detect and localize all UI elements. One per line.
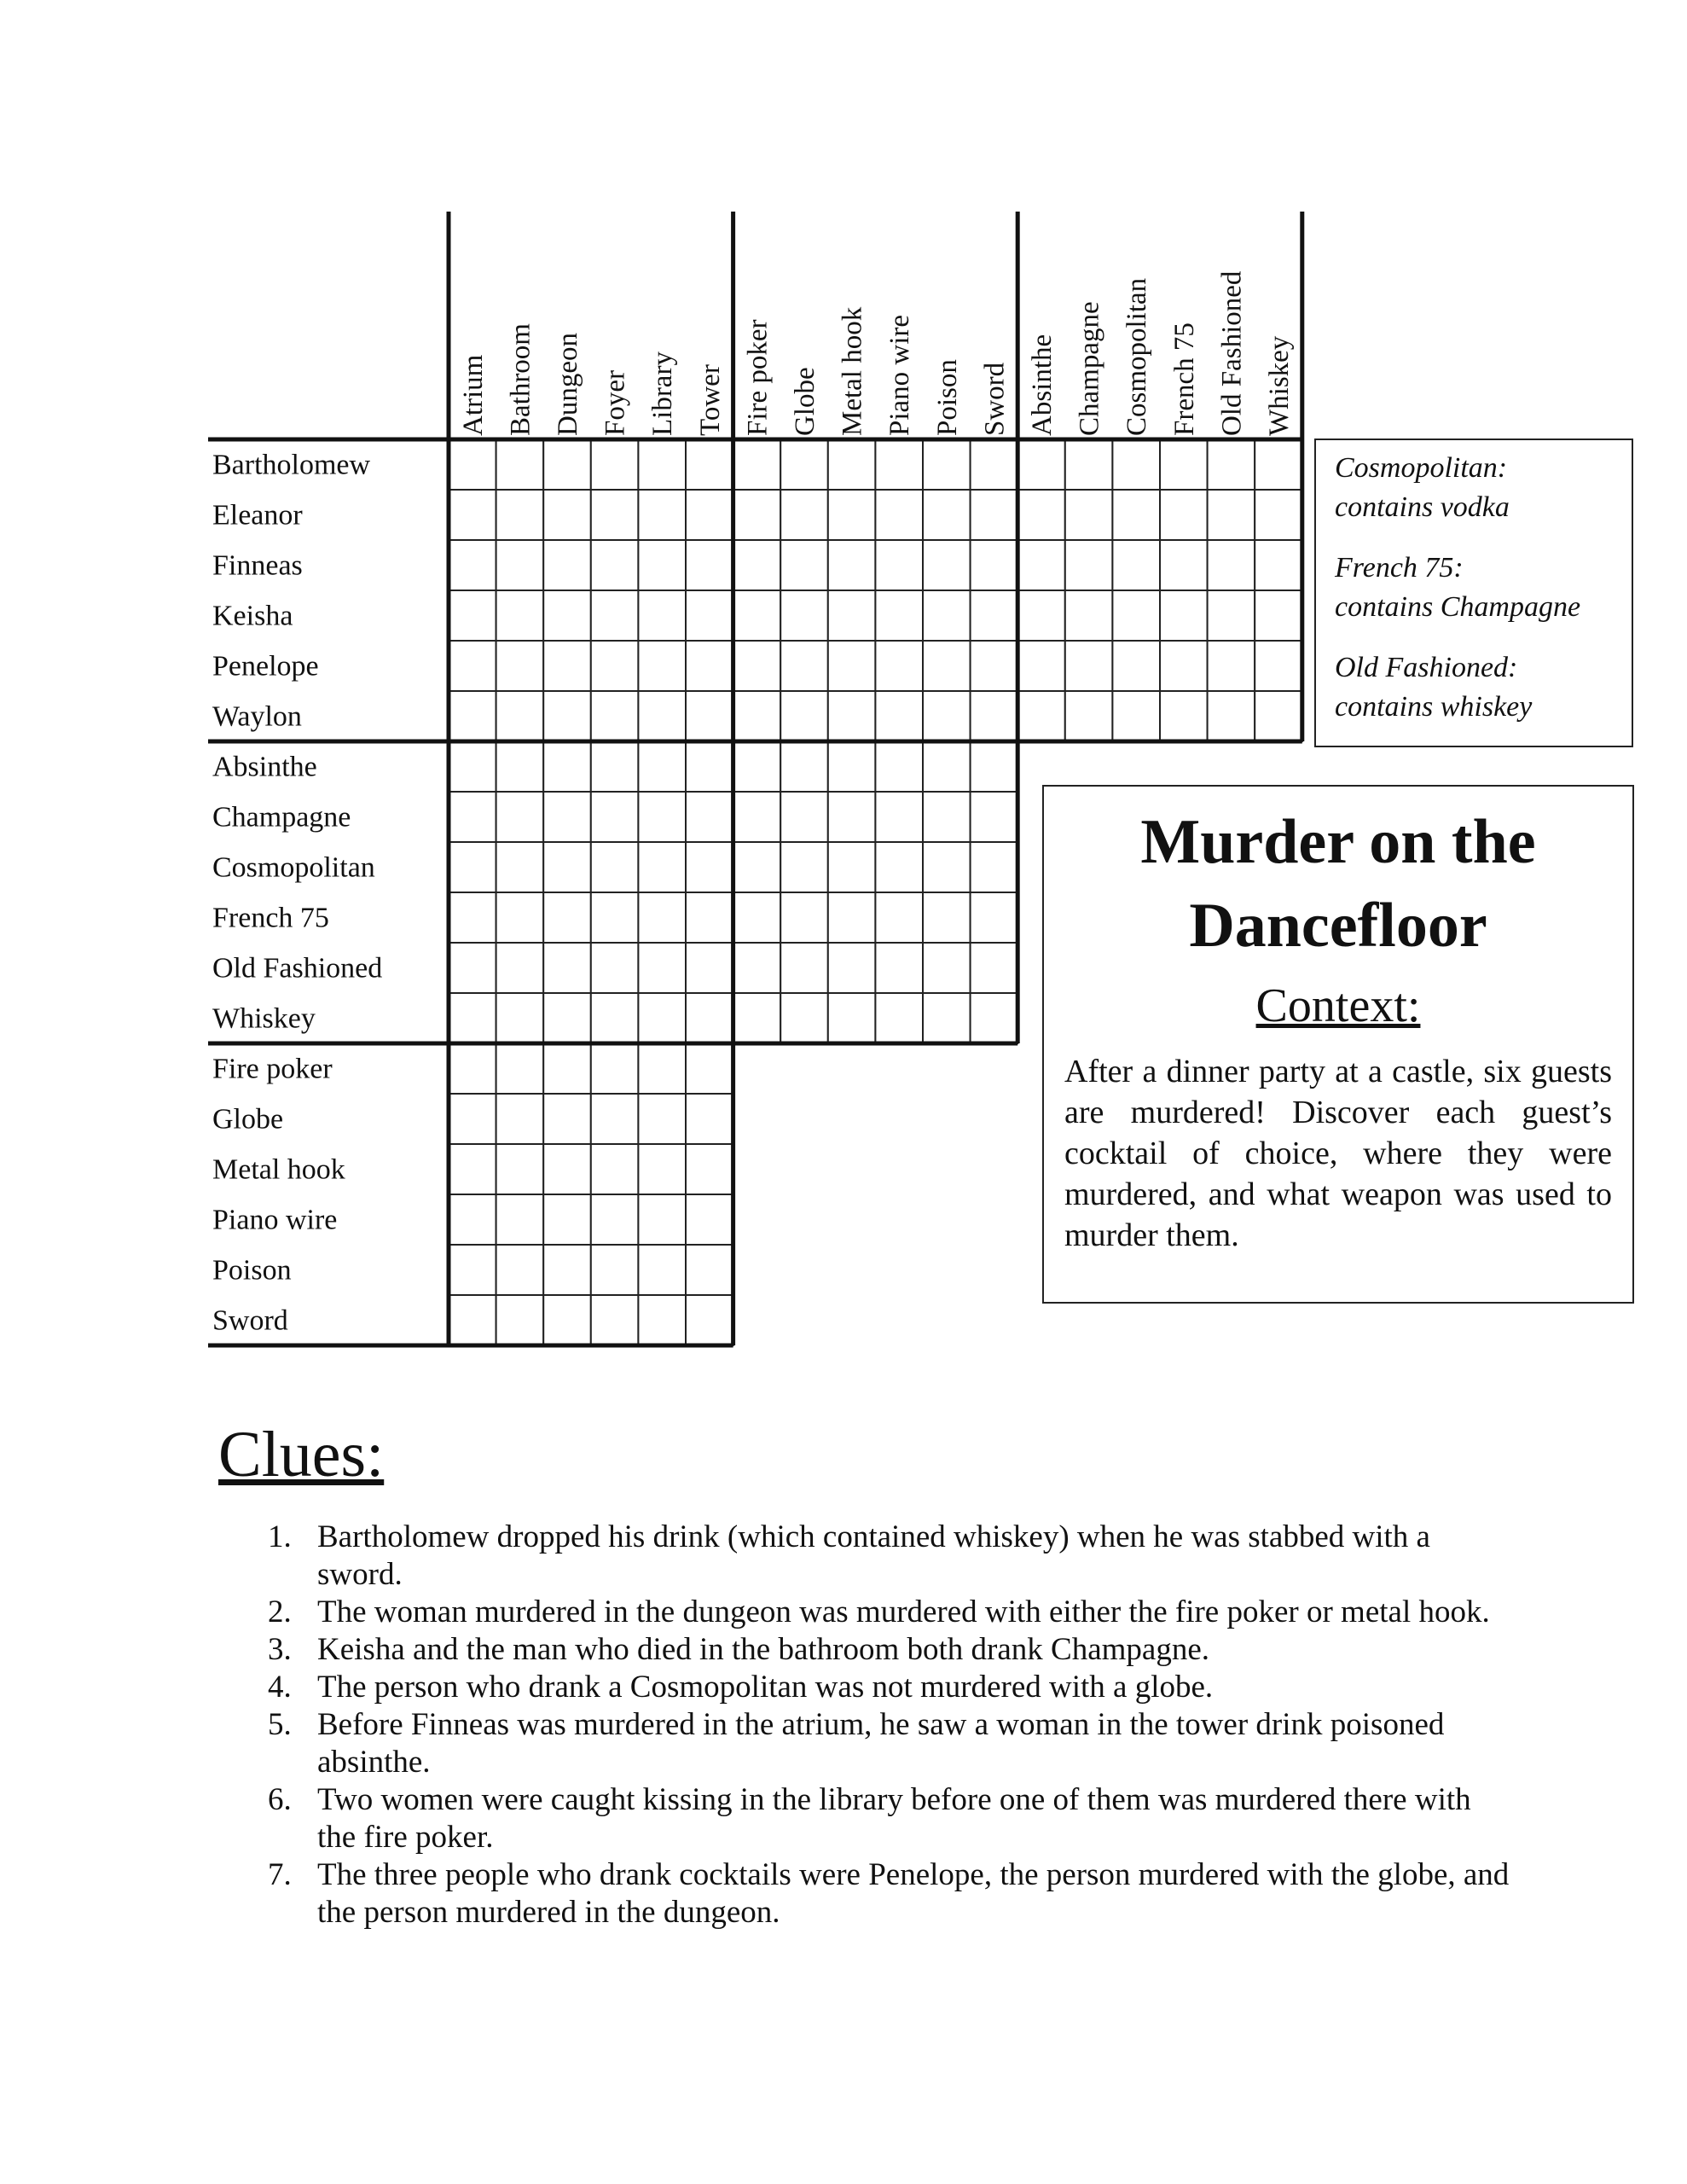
row-header-label: Waylon: [212, 700, 302, 733]
grid-cell[interactable]: [449, 993, 496, 1043]
grid-cell[interactable]: [591, 1144, 639, 1194]
column-header-label: Foyer: [600, 370, 631, 436]
grid-cell[interactable]: [875, 590, 923, 641]
grid-cell[interactable]: [686, 943, 733, 993]
grid-cell[interactable]: [1065, 490, 1113, 540]
grid-cell[interactable]: [971, 792, 1018, 842]
note-label: Cosmopolitan:: [1335, 452, 1508, 484]
grid-cell[interactable]: [591, 943, 639, 993]
grid-cell[interactable]: [923, 741, 971, 792]
grid-cell[interactable]: [733, 439, 781, 490]
grid-cell[interactable]: [971, 842, 1018, 892]
grid-cell[interactable]: [543, 439, 591, 490]
grid-cell[interactable]: [449, 691, 496, 741]
grid-cell[interactable]: [543, 842, 591, 892]
column-header-label: Fire poker: [742, 319, 774, 436]
grid-cell[interactable]: [543, 590, 591, 641]
grid-cell[interactable]: [1065, 691, 1113, 741]
grid-cell[interactable]: [1112, 490, 1160, 540]
grid-cell[interactable]: [543, 993, 591, 1043]
clue-text: Two women were caught kissing in the library before one of them was murdered there with the fire poker.: [317, 1782, 1471, 1855]
clue-number: 5.: [268, 1707, 292, 1742]
grid-cell[interactable]: [733, 741, 781, 792]
grid-cell[interactable]: [923, 691, 971, 741]
column-header-label: Sword: [979, 362, 1011, 436]
column-header-label: Old Fashioned: [1216, 270, 1248, 436]
grid-cell[interactable]: [496, 1043, 544, 1094]
grid-cell[interactable]: [496, 792, 544, 842]
grid-cell[interactable]: [686, 490, 733, 540]
context-box: [1042, 785, 1634, 1304]
row-header-label: Eleanor: [212, 499, 303, 531]
grid-cell[interactable]: [638, 892, 686, 943]
grid-cell[interactable]: [543, 691, 591, 741]
column-header-label: Globe: [790, 367, 820, 436]
row-header-label: Sword: [212, 1304, 288, 1337]
column-header-label: Cosmopolitan: [1122, 277, 1153, 436]
grid-cell[interactable]: [638, 1144, 686, 1194]
grid-cell[interactable]: [1017, 691, 1065, 741]
grid-cell[interactable]: [686, 590, 733, 641]
grid-cell[interactable]: [923, 892, 971, 943]
grid-cell[interactable]: [828, 741, 876, 792]
grid-cell[interactable]: [1255, 641, 1302, 691]
clue-item: [0, 1631, 1687, 1669]
grid-cell[interactable]: [875, 892, 923, 943]
clue-item: [0, 1594, 1687, 1631]
grid-cell[interactable]: [1160, 590, 1208, 641]
grid-cell[interactable]: [638, 943, 686, 993]
grid-cell[interactable]: [591, 842, 639, 892]
grid-cell[interactable]: [780, 892, 828, 943]
column-header-label: Tower: [694, 364, 726, 436]
grid-cell[interactable]: [686, 641, 733, 691]
page-title: [1064, 800, 1612, 967]
grid-cell[interactable]: [971, 691, 1018, 741]
note-text: contains Champagne: [1335, 591, 1581, 623]
grid-cell[interactable]: [1112, 540, 1160, 590]
grid-cell[interactable]: [449, 943, 496, 993]
grid-cell[interactable]: [733, 691, 781, 741]
grid-cell[interactable]: [496, 993, 544, 1043]
clue-text: Before Finneas was murdered in the atrium, he saw a woman in the tower drink poisoned absinthe.: [317, 1707, 1445, 1780]
grid-cell[interactable]: [1208, 641, 1255, 691]
grid-cell[interactable]: [875, 741, 923, 792]
grid-cell[interactable]: [686, 1094, 733, 1144]
grid-cell[interactable]: [828, 490, 876, 540]
grid-cell[interactable]: [828, 892, 876, 943]
grid-cell[interactable]: [449, 490, 496, 540]
grid-cell[interactable]: [591, 993, 639, 1043]
grid-cell[interactable]: [875, 691, 923, 741]
column-header-label: Poison: [931, 359, 963, 436]
note-label: Old Fashioned:: [1335, 652, 1518, 683]
row-header-label: Whiskey: [212, 1002, 316, 1035]
column-header-label: Bathroom: [505, 323, 536, 436]
clue-number: 7.: [268, 1857, 292, 1892]
grid-cell[interactable]: [686, 1295, 733, 1345]
note-cosmopolitan: [1335, 449, 1613, 527]
grid-cell[interactable]: [875, 792, 923, 842]
grid-cell[interactable]: [449, 439, 496, 490]
grid-cell[interactable]: [733, 792, 781, 842]
grid-cell[interactable]: [1112, 439, 1160, 490]
note-label: French 75:: [1335, 552, 1464, 584]
grid-cell[interactable]: [449, 892, 496, 943]
grid-cell[interactable]: [638, 641, 686, 691]
clue-text: The three people who drank cocktails were Penelope, the person murdered with the globe, and the person murdered in the dungeon.: [317, 1857, 1510, 1930]
grid-cell[interactable]: [638, 590, 686, 641]
grid-cell[interactable]: [923, 792, 971, 842]
row-header-label: Cosmopolitan: [212, 851, 375, 884]
clue-number: 4.: [268, 1670, 292, 1705]
grid-cell[interactable]: [496, 490, 544, 540]
grid-cell[interactable]: [638, 1194, 686, 1245]
grid-cell[interactable]: [449, 641, 496, 691]
grid-cell[interactable]: [638, 1245, 686, 1295]
grid-cell[interactable]: [638, 1295, 686, 1345]
grid-cell[interactable]: [543, 1094, 591, 1144]
grid-cell[interactable]: [1065, 590, 1113, 641]
clue-number: 2.: [268, 1594, 292, 1629]
grid-cell[interactable]: [543, 741, 591, 792]
grid-cell[interactable]: [828, 540, 876, 590]
grid-cell[interactable]: [971, 540, 1018, 590]
grid-cell[interactable]: [875, 641, 923, 691]
grid-cell[interactable]: [496, 943, 544, 993]
cocktail-notes-box: [1314, 439, 1633, 747]
grid-cell[interactable]: [1160, 641, 1208, 691]
grid-cell[interactable]: [543, 943, 591, 993]
clues-heading: Clues:: [218, 1419, 385, 1490]
grid-cell[interactable]: [638, 842, 686, 892]
grid-cell[interactable]: [971, 892, 1018, 943]
grid-cell[interactable]: [923, 641, 971, 691]
grid-cell[interactable]: [686, 993, 733, 1043]
grid-cell[interactable]: [828, 993, 876, 1043]
grid-cell[interactable]: [686, 1043, 733, 1094]
grid-cell[interactable]: [1255, 439, 1302, 490]
grid-cell[interactable]: [1208, 590, 1255, 641]
note-text: contains vodka: [1335, 491, 1510, 523]
grid-cell[interactable]: [1017, 490, 1065, 540]
grid-cell[interactable]: [971, 993, 1018, 1043]
grid-cell[interactable]: [591, 1043, 639, 1094]
grid-cell[interactable]: [1208, 439, 1255, 490]
clue-text: Bartholomew dropped his drink (which contained whiskey) when he was stabbed with a sword.: [317, 1519, 1430, 1592]
clue-text: The woman murdered in the dungeon was murdered with either the fire poker or metal hook.: [317, 1594, 1490, 1629]
grid-cell[interactable]: [591, 540, 639, 590]
column-header-label: Champagne: [1074, 301, 1105, 436]
grid-cell[interactable]: [1017, 540, 1065, 590]
grid-cell[interactable]: [543, 792, 591, 842]
grid-cell[interactable]: [686, 439, 733, 490]
grid-cell[interactable]: [496, 540, 544, 590]
grid-cell[interactable]: [971, 439, 1018, 490]
grid-cell[interactable]: [686, 1144, 733, 1194]
grid-cell[interactable]: [591, 590, 639, 641]
grid-cell[interactable]: [543, 1295, 591, 1345]
grid-cell[interactable]: [543, 641, 591, 691]
title-line-2: Dancefloor: [1189, 891, 1487, 961]
grid-cell[interactable]: [449, 1194, 496, 1245]
grid-cell[interactable]: [780, 691, 828, 741]
grid-cell[interactable]: [496, 1295, 544, 1345]
row-header-label: French 75: [212, 902, 329, 934]
grid-cell[interactable]: [828, 943, 876, 993]
grid-cell[interactable]: [591, 792, 639, 842]
grid-cell[interactable]: [638, 741, 686, 792]
grid-cell[interactable]: [1208, 540, 1255, 590]
context-text: After a dinner party at a castle, six guests are murdered! Discover each guest’s cocktail of choice, where they were murdered, and what weapon was used to murder them.: [1064, 1054, 1612, 1253]
grid-cell[interactable]: [733, 892, 781, 943]
grid-cell[interactable]: [875, 842, 923, 892]
grid-cell[interactable]: [686, 691, 733, 741]
grid-cell[interactable]: [923, 439, 971, 490]
grid-cell[interactable]: [923, 490, 971, 540]
grid-cell[interactable]: [780, 842, 828, 892]
row-header-label: Absinthe: [212, 751, 317, 783]
grid-cell[interactable]: [1160, 439, 1208, 490]
clue-item: [0, 1669, 1687, 1706]
grid-cell[interactable]: [543, 1245, 591, 1295]
grid-cell[interactable]: [496, 892, 544, 943]
grid-cell[interactable]: [828, 691, 876, 741]
grid-cell[interactable]: [780, 590, 828, 641]
grid-cell[interactable]: [591, 641, 639, 691]
note-text: contains whiskey: [1335, 691, 1533, 723]
column-header-label: French 75: [1168, 322, 1200, 436]
clue-item: [0, 1856, 1687, 1931]
title-line-1: Murder on the: [1140, 807, 1536, 877]
grid-cell[interactable]: [449, 1144, 496, 1194]
grid-cell[interactable]: [591, 490, 639, 540]
grid-cell[interactable]: [449, 590, 496, 641]
grid-cell[interactable]: [591, 1245, 639, 1295]
grid-cell[interactable]: [733, 540, 781, 590]
grid-cell[interactable]: [591, 1194, 639, 1245]
grid-cell[interactable]: [449, 1043, 496, 1094]
grid-cell[interactable]: [638, 490, 686, 540]
grid-cell[interactable]: [686, 792, 733, 842]
grid-cell[interactable]: [828, 590, 876, 641]
grid-cell[interactable]: [543, 540, 591, 590]
grid-cell[interactable]: [1255, 540, 1302, 590]
grid-cell[interactable]: [971, 590, 1018, 641]
grid-cell[interactable]: [828, 641, 876, 691]
grid-cell[interactable]: [875, 943, 923, 993]
column-header-label: Piano wire: [884, 314, 916, 436]
grid-cell[interactable]: [543, 1144, 591, 1194]
grid-cell[interactable]: [496, 641, 544, 691]
grid-cell[interactable]: [496, 691, 544, 741]
grid-cell[interactable]: [496, 1245, 544, 1295]
clue-item: [0, 1781, 1687, 1856]
grid-cell[interactable]: [686, 540, 733, 590]
grid-cell[interactable]: [1017, 641, 1065, 691]
grid-cell[interactable]: [638, 792, 686, 842]
grid-cell[interactable]: [828, 842, 876, 892]
grid-cell[interactable]: [828, 439, 876, 490]
grid-cell[interactable]: [591, 1295, 639, 1345]
grid-cell[interactable]: [780, 741, 828, 792]
grid-cell[interactable]: [686, 1245, 733, 1295]
grid-cell[interactable]: [543, 1194, 591, 1245]
grid-cell[interactable]: [686, 1194, 733, 1245]
grid-cell[interactable]: [591, 691, 639, 741]
column-header-label: Absinthe: [1027, 334, 1058, 436]
grid-cell[interactable]: [449, 540, 496, 590]
grid-cell[interactable]: [875, 439, 923, 490]
grid-cell[interactable]: [780, 490, 828, 540]
grid-cell[interactable]: [591, 1094, 639, 1144]
grid-cell[interactable]: [1112, 641, 1160, 691]
grid-cell[interactable]: [591, 892, 639, 943]
grid-cell[interactable]: [780, 792, 828, 842]
clue-number: 3.: [268, 1632, 292, 1667]
grid-cell[interactable]: [591, 741, 639, 792]
grid-cell[interactable]: [1112, 691, 1160, 741]
grid-cell[interactable]: [875, 490, 923, 540]
grid-cell[interactable]: [638, 439, 686, 490]
grid-cell[interactable]: [875, 540, 923, 590]
grid-cell[interactable]: [638, 1094, 686, 1144]
grid-cell[interactable]: [496, 842, 544, 892]
grid-cell[interactable]: [971, 943, 1018, 993]
grid-cell[interactable]: [1255, 490, 1302, 540]
grid-cell[interactable]: [875, 993, 923, 1043]
row-header-label: Bartholomew: [212, 449, 371, 481]
grid-cell[interactable]: [449, 1094, 496, 1144]
grid-cell[interactable]: [1160, 490, 1208, 540]
column-header-label: Metal hook: [837, 306, 868, 436]
grid-cell[interactable]: [780, 943, 828, 993]
grid-cell[interactable]: [1255, 590, 1302, 641]
clue-text: Keisha and the man who died in the bathroom both drank Champagne.: [317, 1632, 1210, 1667]
grid-cell[interactable]: [1065, 540, 1113, 590]
grid-cell[interactable]: [733, 943, 781, 993]
grid-cell[interactable]: [638, 993, 686, 1043]
grid-cell[interactable]: [686, 842, 733, 892]
grid-cell[interactable]: [638, 540, 686, 590]
grid-cell[interactable]: [449, 842, 496, 892]
grid-cell[interactable]: [733, 993, 781, 1043]
clue-number: 6.: [268, 1782, 292, 1817]
grid-cell[interactable]: [1160, 540, 1208, 590]
grid-cell[interactable]: [496, 1094, 544, 1144]
clue-item: [0, 1706, 1687, 1781]
grid-cell[interactable]: [733, 590, 781, 641]
grid-cell[interactable]: [780, 641, 828, 691]
grid-cell[interactable]: [449, 792, 496, 842]
grid-cell[interactable]: [1160, 691, 1208, 741]
column-header-label: Library: [647, 351, 679, 436]
clue-text: The person who drank a Cosmopolitan was not murdered with a globe.: [317, 1670, 1214, 1705]
row-header-label: Champagne: [212, 801, 351, 834]
grid-cell[interactable]: [828, 792, 876, 842]
grid-cell[interactable]: [449, 1245, 496, 1295]
grid-cell[interactable]: [1112, 590, 1160, 641]
row-header-label: Old Fashioned: [212, 952, 383, 985]
grid-cell[interactable]: [733, 490, 781, 540]
grid-cell[interactable]: [1017, 590, 1065, 641]
grid-cell[interactable]: [733, 641, 781, 691]
grid-cell[interactable]: [686, 741, 733, 792]
grid-cell[interactable]: [543, 892, 591, 943]
row-header-label: Globe: [212, 1103, 284, 1136]
grid-cell[interactable]: [496, 1194, 544, 1245]
grid-cell[interactable]: [923, 540, 971, 590]
grid-cell[interactable]: [638, 1043, 686, 1094]
row-header-label: Keisha: [212, 600, 293, 632]
grid-cell[interactable]: [496, 590, 544, 641]
grid-cell[interactable]: [780, 540, 828, 590]
grid-cell[interactable]: [1255, 691, 1302, 741]
grid-cell[interactable]: [1065, 641, 1113, 691]
grid-cell[interactable]: [496, 1144, 544, 1194]
grid-cell[interactable]: [971, 741, 1018, 792]
row-header-label: Fire poker: [212, 1053, 333, 1085]
grid-cell[interactable]: [686, 892, 733, 943]
column-header-label: Atrium: [457, 354, 489, 436]
column-header-label: Whiskey: [1264, 335, 1295, 436]
row-header-label: Metal hook: [212, 1153, 345, 1186]
row-header-label: Penelope: [212, 650, 319, 682]
grid-cell[interactable]: [1065, 439, 1113, 490]
grid-cell[interactable]: [971, 490, 1018, 540]
grid-cell[interactable]: [780, 439, 828, 490]
grid-cell[interactable]: [923, 590, 971, 641]
grid-cell[interactable]: [780, 993, 828, 1043]
grid-cell[interactable]: [923, 943, 971, 993]
grid-cell[interactable]: [1017, 439, 1065, 490]
row-header-label: Piano wire: [212, 1204, 338, 1236]
grid-cell[interactable]: [496, 741, 544, 792]
grid-cell[interactable]: [496, 439, 544, 490]
grid-cell[interactable]: [971, 641, 1018, 691]
grid-cell[interactable]: [543, 1043, 591, 1094]
grid-cell[interactable]: [591, 439, 639, 490]
row-header-label: Poison: [212, 1254, 292, 1287]
grid-cell[interactable]: [733, 842, 781, 892]
note-french-75: [1335, 549, 1613, 627]
note-old-fashioned: [1335, 648, 1613, 727]
grid-cell[interactable]: [449, 1295, 496, 1345]
grid-cell[interactable]: [543, 490, 591, 540]
grid-cell[interactable]: [449, 741, 496, 792]
clue-number: 1.: [268, 1519, 292, 1554]
grid-cell[interactable]: [923, 993, 971, 1043]
grid-cell[interactable]: [638, 691, 686, 741]
column-header-label: Dungeon: [553, 333, 583, 436]
clues-list: [0, 1519, 1687, 1931]
row-header-label: Finneas: [212, 549, 303, 582]
clue-item: [0, 1519, 1687, 1594]
context-heading: Context:: [1255, 979, 1421, 1032]
grid-cell[interactable]: [923, 842, 971, 892]
grid-cell[interactable]: [1208, 490, 1255, 540]
grid-cell[interactable]: [1208, 691, 1255, 741]
